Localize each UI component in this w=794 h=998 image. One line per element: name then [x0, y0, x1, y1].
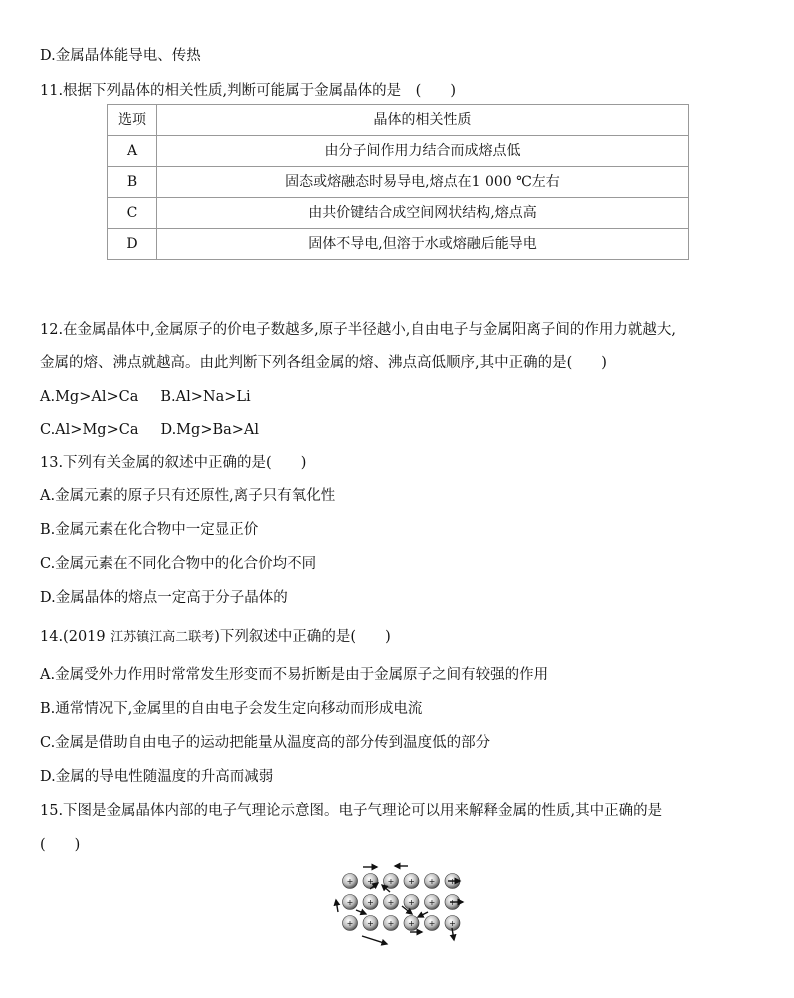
q13-option-c: C.金属元素在不同化合物中的化合价均不同	[40, 556, 317, 572]
table-cell-option: A	[108, 136, 157, 167]
cation-charge-label: +	[449, 919, 456, 928]
q15-answer-paren: ( )	[40, 837, 81, 853]
q13-option-d: D.金属晶体的熔点一定高于分子晶体的	[40, 590, 288, 606]
table-header-option: 选项	[108, 105, 157, 136]
q14-option-d: D.金属的导电性随温度的升高而减弱	[40, 769, 274, 785]
table-row	[108, 198, 689, 229]
q14-number: 14.(2019	[40, 629, 111, 645]
q10-option-d: D.金属晶体能导电、传热	[40, 48, 201, 64]
table-cell-option: B	[108, 167, 157, 198]
cation-charge-label: +	[428, 898, 436, 907]
q13-stem: 13.下列有关金属的叙述中正确的是( )	[40, 455, 307, 471]
q12-stem-line1: 12.在金属晶体中,金属原子的价电子数越多,原子半径越小,自由电子与金属阳离子间的作用力就越大,	[40, 322, 676, 338]
table-cell-property: 由共价键结合成空间网状结构,熔点高	[157, 198, 689, 229]
cation-charge-label: +	[367, 877, 374, 886]
cation-charge-label: +	[346, 919, 354, 928]
q12-options-row2	[40, 420, 259, 440]
table-cell-property: 固态或熔融态时易导电,熔点在1 000 ℃左右	[157, 167, 689, 198]
q13-option-a: A.金属元素的原子只有还原性,离子只有氧化性	[40, 488, 336, 504]
table-header-property: 晶体的相关性质	[157, 105, 689, 136]
q14-option-a: A.金属受外力作用时常常发生形变而不易折断是由于金属原子之间有较强的作用	[40, 667, 549, 683]
q12-option-a: A.Mg>Al>Ca	[40, 389, 139, 405]
cation-charge-label: +	[367, 919, 374, 928]
cation-charge-label: +	[387, 898, 395, 907]
electron-arrow	[336, 900, 338, 912]
table-row	[108, 167, 689, 198]
cation-charge-label: +	[449, 898, 456, 907]
q11-stem: 11.根据下列晶体的相关性质,判断可能属于金属晶体的是 ( )	[40, 83, 456, 99]
electron-arrow	[362, 936, 387, 944]
table-row	[108, 136, 689, 167]
q14-source: 江苏镇江高二联考	[110, 630, 215, 645]
electron-arrow	[356, 910, 366, 914]
cation-charge-label: +	[408, 877, 415, 886]
q15-stem: 15.下图是金属晶体内部的电子气理论示意图。电子气理论可以用来解释金属的性质,其中正确的是	[40, 803, 663, 819]
cation-charge-label: +	[346, 877, 354, 886]
table-cell-option: D	[108, 229, 157, 260]
q14-question: )下列叙述中正确的是( )	[214, 629, 391, 645]
q12-option-c: C.Al>Mg>Ca	[40, 422, 139, 438]
cation-charge-label: +	[428, 877, 436, 886]
cation-charge-label: +	[449, 877, 456, 886]
q14-option-b: B.通常情况下,金属里的自由电子会发生定向移动而形成电流	[40, 701, 423, 717]
q14-option-c: C.金属是借助自由电子的运动把能量从温度高的部分传到温度低的部分	[40, 735, 491, 751]
q13-option-b: B.金属元素在化合物中一定显正价	[40, 522, 259, 538]
cation-charge-label: +	[387, 919, 395, 928]
q12-stem-line2: 金属的熔、沸点就越高。由此判断下列各组金属的熔、沸点高低顺序,其中正确的是( )	[40, 355, 607, 371]
table-row	[108, 229, 689, 260]
table-header-row	[108, 105, 689, 136]
table-cell-option: C	[108, 198, 157, 229]
q14-stem	[40, 627, 391, 648]
cation-charge-label: +	[387, 877, 395, 886]
cation-charge-label: +	[346, 898, 354, 907]
q12-option-d: D.Mg>Ba>Al	[160, 422, 260, 438]
cation-charge-label: +	[408, 898, 415, 907]
electron-arrow	[418, 912, 428, 917]
table-cell-property: 由分子间作用力结合而成熔点低	[157, 136, 689, 167]
cation-charge-label: +	[428, 919, 436, 928]
q12-options-row1	[40, 387, 251, 407]
table-cell-property: 固体不导电,但溶于水或熔融后能导电	[157, 229, 689, 260]
metal-cation-lattice	[343, 874, 461, 931]
electron-gas-diagram	[330, 862, 465, 952]
cation-charge-label: +	[367, 898, 374, 907]
cation-charge-label: +	[408, 919, 415, 928]
q12-option-b: B.Al>Na>Li	[160, 389, 251, 405]
properties-table	[107, 104, 689, 260]
